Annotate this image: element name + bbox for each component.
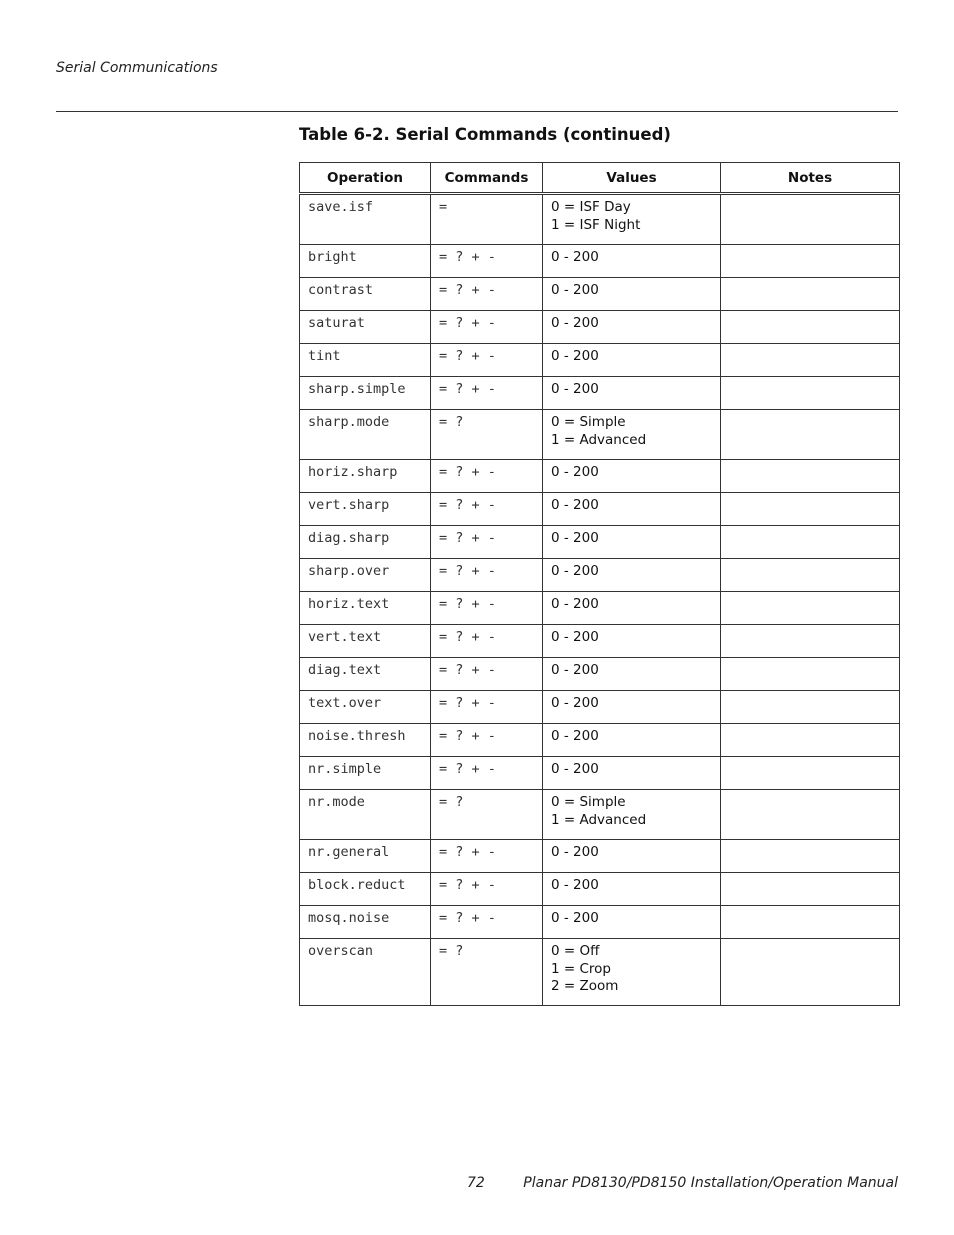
commands-cell: [431, 906, 543, 939]
operation-cell: [300, 526, 431, 559]
values-cell-text: [543, 873, 720, 895]
commands-cell: [431, 278, 543, 311]
value-line: 1 = Advanced: [551, 431, 647, 448]
commands-cell-text: = ? + -: [439, 662, 496, 678]
notes-cell: [721, 410, 900, 460]
values-cell: [543, 691, 721, 724]
commands-cell-text: = ? + -: [439, 348, 496, 364]
notes-cell: [721, 278, 900, 311]
notes-cell-text: [721, 906, 899, 910]
commands-cell-text: = ? + -: [439, 596, 496, 612]
header-rule: [56, 111, 898, 112]
values-cell: [543, 377, 721, 410]
commands-cell-text: = ? + -: [439, 877, 496, 893]
value-line: 0 - 200: [551, 910, 599, 926]
table-row: [300, 410, 900, 460]
operation-cell: [300, 625, 431, 658]
commands-cell: [431, 493, 543, 526]
table-row: [300, 278, 900, 311]
notes-cell-text: [721, 410, 899, 414]
value-line: 0 - 200: [551, 315, 599, 331]
values-cell: [543, 757, 721, 790]
table-row: [300, 245, 900, 278]
notes-cell: [721, 245, 900, 278]
notes-cell-text: [721, 559, 899, 563]
values-cell: [543, 311, 721, 344]
operation-cell-text: block.reduct: [308, 877, 406, 893]
operation-cell: [300, 278, 431, 311]
value-line: 0 - 200: [551, 530, 599, 546]
value-line: 0 - 200: [551, 728, 599, 744]
commands-cell: [431, 625, 543, 658]
operation-cell-text: diag.text: [308, 662, 382, 678]
notes-cell: [721, 840, 900, 873]
table-row: [300, 757, 900, 790]
operation-cell-text: nr.general: [308, 844, 390, 860]
table-row: [300, 194, 900, 245]
operation-cell: [300, 410, 431, 460]
values-cell: [543, 559, 721, 592]
value-line: 0 - 200: [551, 877, 599, 893]
commands-cell-text: = ?: [439, 794, 464, 810]
notes-cell-text: [721, 939, 899, 943]
notes-cell-text: [721, 790, 899, 794]
table-row: [300, 840, 900, 873]
commands-cell: [431, 559, 543, 592]
notes-cell: [721, 906, 900, 939]
table-header-row: [300, 163, 900, 194]
running-head: Serial Communications: [56, 60, 218, 76]
commands-cell-text: = ? + -: [439, 497, 496, 513]
commands-cell: [431, 658, 543, 691]
notes-cell: [721, 311, 900, 344]
notes-cell: [721, 377, 900, 410]
table-row: [300, 906, 900, 939]
values-cell-text: [543, 526, 720, 548]
commands-cell: [431, 526, 543, 559]
values-cell-text: [543, 493, 720, 515]
values-cell: [543, 939, 721, 1006]
value-line: 0 - 200: [551, 381, 599, 397]
values-cell: [543, 526, 721, 559]
column-header-operation: Operation: [300, 163, 431, 194]
operation-cell-text: vert.sharp: [308, 497, 390, 513]
notes-cell-text: [721, 526, 899, 530]
notes-cell-text: [721, 724, 899, 728]
values-cell-text: [543, 460, 720, 482]
notes-cell-text: [721, 592, 899, 596]
commands-cell: [431, 410, 543, 460]
notes-cell: [721, 493, 900, 526]
operation-cell-text: diag.sharp: [308, 530, 390, 546]
notes-cell-text: [721, 691, 899, 695]
values-cell-text: [543, 757, 720, 779]
commands-cell: [431, 311, 543, 344]
values-cell-text: [543, 559, 720, 581]
notes-cell: [721, 625, 900, 658]
values-cell-text: [543, 278, 720, 300]
operation-cell-text: save.isf: [308, 199, 374, 215]
values-cell-text: [543, 906, 720, 928]
notes-cell-text: [721, 377, 899, 381]
table-body: [300, 194, 900, 1006]
commands-cell: [431, 840, 543, 873]
value-line: 0 = Simple: [551, 414, 626, 430]
value-line: 0 - 200: [551, 695, 599, 711]
values-cell-text: [543, 311, 720, 333]
commands-cell-text: = ? + -: [439, 563, 496, 579]
table-row: [300, 873, 900, 906]
notes-cell-text: [721, 311, 899, 315]
commands-cell-text: = ? + -: [439, 381, 496, 397]
commands-cell: [431, 939, 543, 1006]
table-row: [300, 460, 900, 493]
notes-cell-text: [721, 460, 899, 464]
notes-cell-text: [721, 493, 899, 497]
value-line: 0 = Off: [551, 943, 600, 959]
values-cell-text: [543, 592, 720, 614]
manual-title: Planar PD8130/PD8150 Installation/Operation Manual: [523, 1175, 898, 1191]
commands-cell: [431, 790, 543, 840]
notes-cell: [721, 790, 900, 840]
values-cell: [543, 658, 721, 691]
values-cell-text: [543, 724, 720, 746]
values-cell-text: [543, 840, 720, 862]
table-row: [300, 377, 900, 410]
operation-cell: [300, 592, 431, 625]
operation-cell: [300, 559, 431, 592]
values-cell: [543, 873, 721, 906]
values-cell: [543, 790, 721, 840]
notes-cell-text: [721, 840, 899, 844]
notes-cell-text: [721, 873, 899, 877]
notes-cell-text: [721, 278, 899, 282]
commands-cell: [431, 757, 543, 790]
operation-cell-text: horiz.text: [308, 596, 390, 612]
values-cell-text: [543, 377, 720, 399]
notes-cell-text: [721, 195, 899, 199]
values-cell: [543, 410, 721, 460]
value-line: 0 - 200: [551, 844, 599, 860]
notes-cell: [721, 724, 900, 757]
table-row: [300, 790, 900, 840]
notes-cell: [721, 344, 900, 377]
commands-cell-text: = ? + -: [439, 315, 496, 331]
values-cell: [543, 493, 721, 526]
commands-cell-text: = ? + -: [439, 530, 496, 546]
value-line: 1 = Crop: [551, 960, 611, 977]
values-cell: [543, 460, 721, 493]
values-cell: [543, 840, 721, 873]
operation-cell-text: vert.text: [308, 629, 382, 645]
commands-cell: [431, 245, 543, 278]
notes-cell-text: [721, 344, 899, 348]
values-cell: [543, 592, 721, 625]
values-cell-text: [543, 691, 720, 713]
value-line: 0 - 200: [551, 497, 599, 513]
operation-cell: [300, 939, 431, 1006]
operation-cell-text: sharp.simple: [308, 381, 406, 397]
column-header-notes: Notes: [721, 163, 900, 194]
value-line: 0 - 200: [551, 596, 599, 612]
commands-cell-text: = ?: [439, 943, 464, 959]
value-line: 0 - 200: [551, 348, 599, 364]
notes-cell: [721, 873, 900, 906]
operation-cell-text: nr.mode: [308, 794, 365, 810]
operation-cell-text: bright: [308, 249, 357, 265]
column-header-commands: Commands: [431, 163, 543, 194]
operation-cell: [300, 691, 431, 724]
operation-cell-text: contrast: [308, 282, 374, 298]
notes-cell: [721, 592, 900, 625]
operation-cell: [300, 194, 431, 245]
operation-cell-text: overscan: [308, 943, 374, 959]
value-line: 1 = Advanced: [551, 811, 647, 828]
notes-cell-text: [721, 245, 899, 249]
values-cell: [543, 278, 721, 311]
operation-cell-text: text.over: [308, 695, 382, 711]
page-number: 72: [467, 1175, 485, 1191]
operation-cell: [300, 724, 431, 757]
table-row: [300, 691, 900, 724]
commands-cell: [431, 460, 543, 493]
table-row: [300, 625, 900, 658]
commands-cell-text: = ? + -: [439, 761, 496, 777]
operation-cell-text: mosq.noise: [308, 910, 390, 926]
commands-cell: [431, 377, 543, 410]
commands-cell-text: = ? + -: [439, 695, 496, 711]
values-cell: [543, 625, 721, 658]
value-line: 0 - 200: [551, 563, 599, 579]
operation-cell: [300, 840, 431, 873]
notes-cell-text: [721, 757, 899, 761]
notes-cell: [721, 658, 900, 691]
column-header-values: Values: [543, 163, 721, 194]
operation-cell: [300, 245, 431, 278]
commands-cell-text: = ? + -: [439, 910, 496, 926]
table-row: [300, 658, 900, 691]
operation-cell-text: tint: [308, 348, 341, 364]
values-cell: [543, 245, 721, 278]
values-cell: [543, 344, 721, 377]
operation-cell: [300, 311, 431, 344]
notes-cell: [721, 559, 900, 592]
operation-cell: [300, 873, 431, 906]
table-title: Table 6-2. Serial Commands (continued): [299, 125, 671, 144]
commands-cell-text: =: [439, 199, 448, 215]
notes-cell: [721, 194, 900, 245]
commands-cell: [431, 194, 543, 245]
value-line: 0 - 200: [551, 464, 599, 480]
values-cell: [543, 906, 721, 939]
commands-cell-text: = ? + -: [439, 844, 496, 860]
value-line: 0 - 200: [551, 249, 599, 265]
values-cell-text: [543, 939, 720, 996]
operation-cell-text: sharp.over: [308, 563, 390, 579]
commands-cell-text: = ? + -: [439, 249, 496, 265]
operation-cell-text: horiz.sharp: [308, 464, 398, 480]
operation-cell-text: sharp.mode: [308, 414, 390, 430]
operation-cell-text: nr.simple: [308, 761, 382, 777]
notes-cell-text: [721, 625, 899, 629]
table-row: [300, 724, 900, 757]
value-line: 0 - 200: [551, 282, 599, 298]
operation-cell: [300, 460, 431, 493]
values-cell-text: [543, 625, 720, 647]
table-row: [300, 311, 900, 344]
notes-cell: [721, 526, 900, 559]
table-row: [300, 559, 900, 592]
values-cell: [543, 724, 721, 757]
commands-cell-text: = ? + -: [439, 629, 496, 645]
value-line: 0 = ISF Day: [551, 199, 631, 215]
operation-cell: [300, 658, 431, 691]
value-line: 2 = Zoom: [551, 978, 619, 994]
operation-cell: [300, 790, 431, 840]
value-line: 1 = ISF Night: [551, 216, 641, 233]
notes-cell: [721, 460, 900, 493]
value-line: 0 - 200: [551, 629, 599, 645]
notes-cell: [721, 939, 900, 1006]
commands-cell: [431, 691, 543, 724]
value-line: 0 - 200: [551, 761, 599, 777]
values-cell-text: [543, 410, 720, 449]
commands-cell: [431, 344, 543, 377]
values-cell-text: [543, 790, 720, 829]
operation-cell-text: saturat: [308, 315, 365, 331]
operation-cell: [300, 377, 431, 410]
notes-cell: [721, 757, 900, 790]
serial-commands-table: [299, 162, 900, 1006]
commands-cell-text: = ? + -: [439, 464, 496, 480]
operation-cell: [300, 757, 431, 790]
operation-cell: [300, 493, 431, 526]
values-cell-text: [543, 344, 720, 366]
table-row: [300, 592, 900, 625]
commands-cell-text: = ? + -: [439, 728, 496, 744]
commands-cell: [431, 873, 543, 906]
table-row: [300, 526, 900, 559]
notes-cell: [721, 691, 900, 724]
commands-cell-text: = ?: [439, 414, 464, 430]
table-row: [300, 344, 900, 377]
operation-cell: [300, 344, 431, 377]
values-cell-text: [543, 195, 720, 234]
value-line: 0 = Simple: [551, 794, 626, 810]
values-cell-text: [543, 658, 720, 680]
commands-cell-text: = ? + -: [439, 282, 496, 298]
commands-cell: [431, 724, 543, 757]
commands-cell: [431, 592, 543, 625]
table-row: [300, 493, 900, 526]
notes-cell-text: [721, 658, 899, 662]
values-cell-text: [543, 245, 720, 267]
table-row: [300, 939, 900, 1006]
operation-cell: [300, 906, 431, 939]
operation-cell-text: noise.thresh: [308, 728, 406, 744]
value-line: 0 - 200: [551, 662, 599, 678]
values-cell: [543, 194, 721, 245]
